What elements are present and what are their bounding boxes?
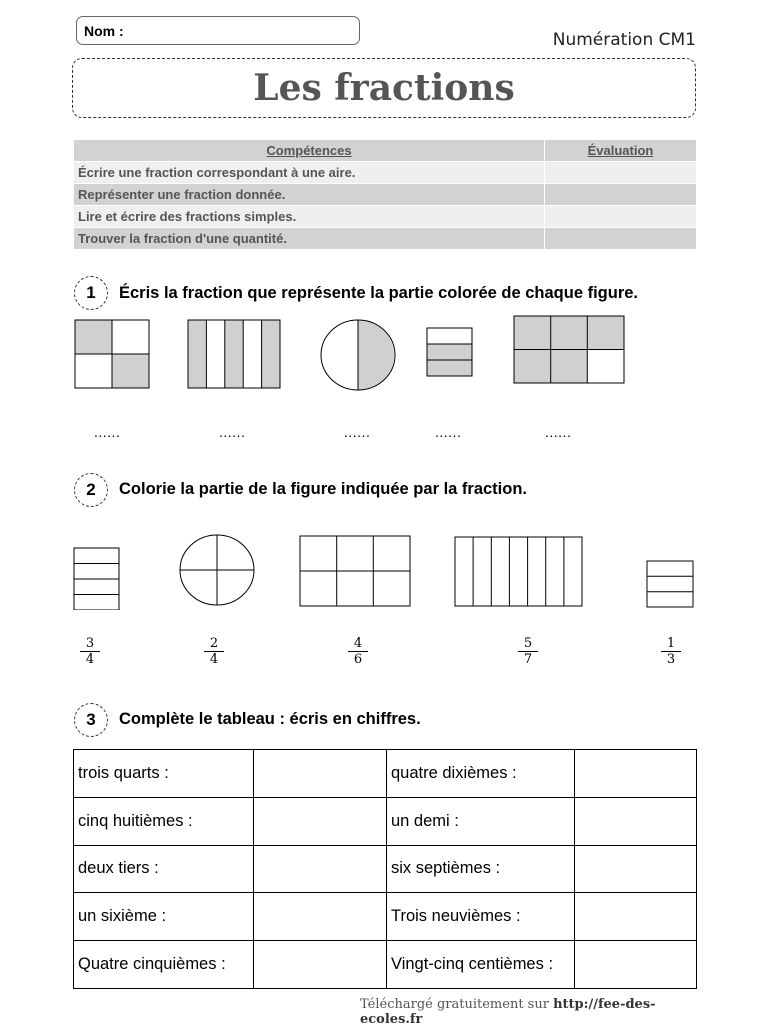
figure-horizontal-strips [427,328,472,376]
skill-evaluation-cell[interactable] [545,162,697,184]
word-cell: Quatre cinquièmes : [74,941,254,989]
skill-evaluation-cell[interactable] [545,206,697,228]
skill-evaluation-cell[interactable] [545,228,697,250]
fraction-denominator: 6 [353,652,363,667]
numbers-table [73,749,697,989]
figure-grid-six[interactable] [300,536,410,606]
answer-cell[interactable] [575,797,697,845]
word-cell: cinq huitièmes : [74,797,254,845]
fraction-denominator: 3 [666,652,676,667]
fraction-denominator: 7 [523,652,533,667]
fraction-numerator: 3 [80,636,100,652]
exercise-1-instruction: Écris la fraction que représente la partie colorée de chaque figure. [119,284,639,302]
word-cell: deux tiers : [74,845,254,893]
fraction-label [661,636,681,668]
figure-seven-strips[interactable] [455,537,582,606]
answer-cell[interactable] [254,797,387,845]
exercise-2-instruction: Colorie la partie de la figure indiquée par la fraction. [119,480,528,498]
fraction-denominator: 4 [85,652,95,667]
word-cell: un sixième : [74,893,254,941]
fraction-label [204,636,224,668]
figure-grid-sixths [514,316,624,383]
answer-cell[interactable] [575,893,697,941]
exercise-1-figures [0,300,768,400]
word-cell: trois quarts : [74,750,254,798]
table-row [74,797,697,845]
word-cell: six septièmes : [387,845,575,893]
answer-cell[interactable] [575,845,697,893]
figure-four-strips[interactable] [74,548,119,610]
fraction-numerator: 4 [348,636,368,652]
footer-text: Téléchargé gratuitement sur [360,997,549,1012]
word-cell: Trois neuvièmes : [387,893,575,941]
figure-circle-quarters[interactable] [180,535,254,605]
subject-label: Numération CM1 [552,30,696,50]
answer-cell[interactable] [254,893,387,941]
exercise-3-number: 3 [74,703,108,737]
answer-blank[interactable]: ...... [545,424,572,440]
skill-label: Écrire une fraction correspondant à une aire. [74,162,545,184]
footer [360,997,700,1027]
figure-half-circle [321,320,395,390]
skills-header-row [74,140,697,162]
skill-row [74,184,697,206]
answer-cell[interactable] [575,750,697,798]
skill-row [74,228,697,250]
name-field[interactable] [76,16,360,45]
table-row [74,845,697,893]
fraction-label [348,636,368,668]
footer-link[interactable]: http://fee-des-ecoles.fr [360,997,656,1027]
answer-cell[interactable] [254,845,387,893]
exercise-2-number: 2 [74,473,108,507]
col-competences: Compétences [74,140,545,162]
skill-row [74,206,697,228]
fraction-label [518,636,538,668]
answer-blank[interactable]: ...... [344,424,371,440]
skill-row [74,162,697,184]
fraction-label [80,636,100,668]
answer-blank[interactable]: ...... [94,424,121,440]
table-row [74,893,697,941]
skill-label: Trouver la fraction d'une quantité. [74,228,545,250]
skills-table [73,139,697,250]
exercise-1-number: 1 [74,276,108,310]
answer-cell[interactable] [575,941,697,989]
answer-blank[interactable]: ...... [435,424,462,440]
figure-square-quarters [75,320,149,388]
word-cell: quatre dixièmes : [387,750,575,798]
word-cell: Vingt-cinq centièmes : [387,941,575,989]
fraction-numerator: 1 [661,636,681,652]
figure-three-strips[interactable] [647,561,693,607]
exercise-3-instruction: Complète le tableau : écris en chiffres. [119,710,421,728]
name-label: Nom : [84,23,124,39]
table-row [74,750,697,798]
fraction-numerator: 2 [204,636,224,652]
fraction-denominator: 4 [209,652,219,667]
page-title: Les fractions [72,58,696,118]
skill-label: Lire et écrire des fractions simples. [74,206,545,228]
table-row [74,941,697,989]
answer-cell[interactable] [254,750,387,798]
col-evaluation: Évaluation [545,140,697,162]
word-cell: un demi : [387,797,575,845]
figure-vertical-strips [188,320,280,388]
skill-label: Représenter une fraction donnée. [74,184,545,206]
skill-evaluation-cell[interactable] [545,184,697,206]
exercise-2-figures [0,530,768,610]
fraction-numerator: 5 [518,636,538,652]
answer-cell[interactable] [254,941,387,989]
answer-blank[interactable]: ...... [219,424,246,440]
